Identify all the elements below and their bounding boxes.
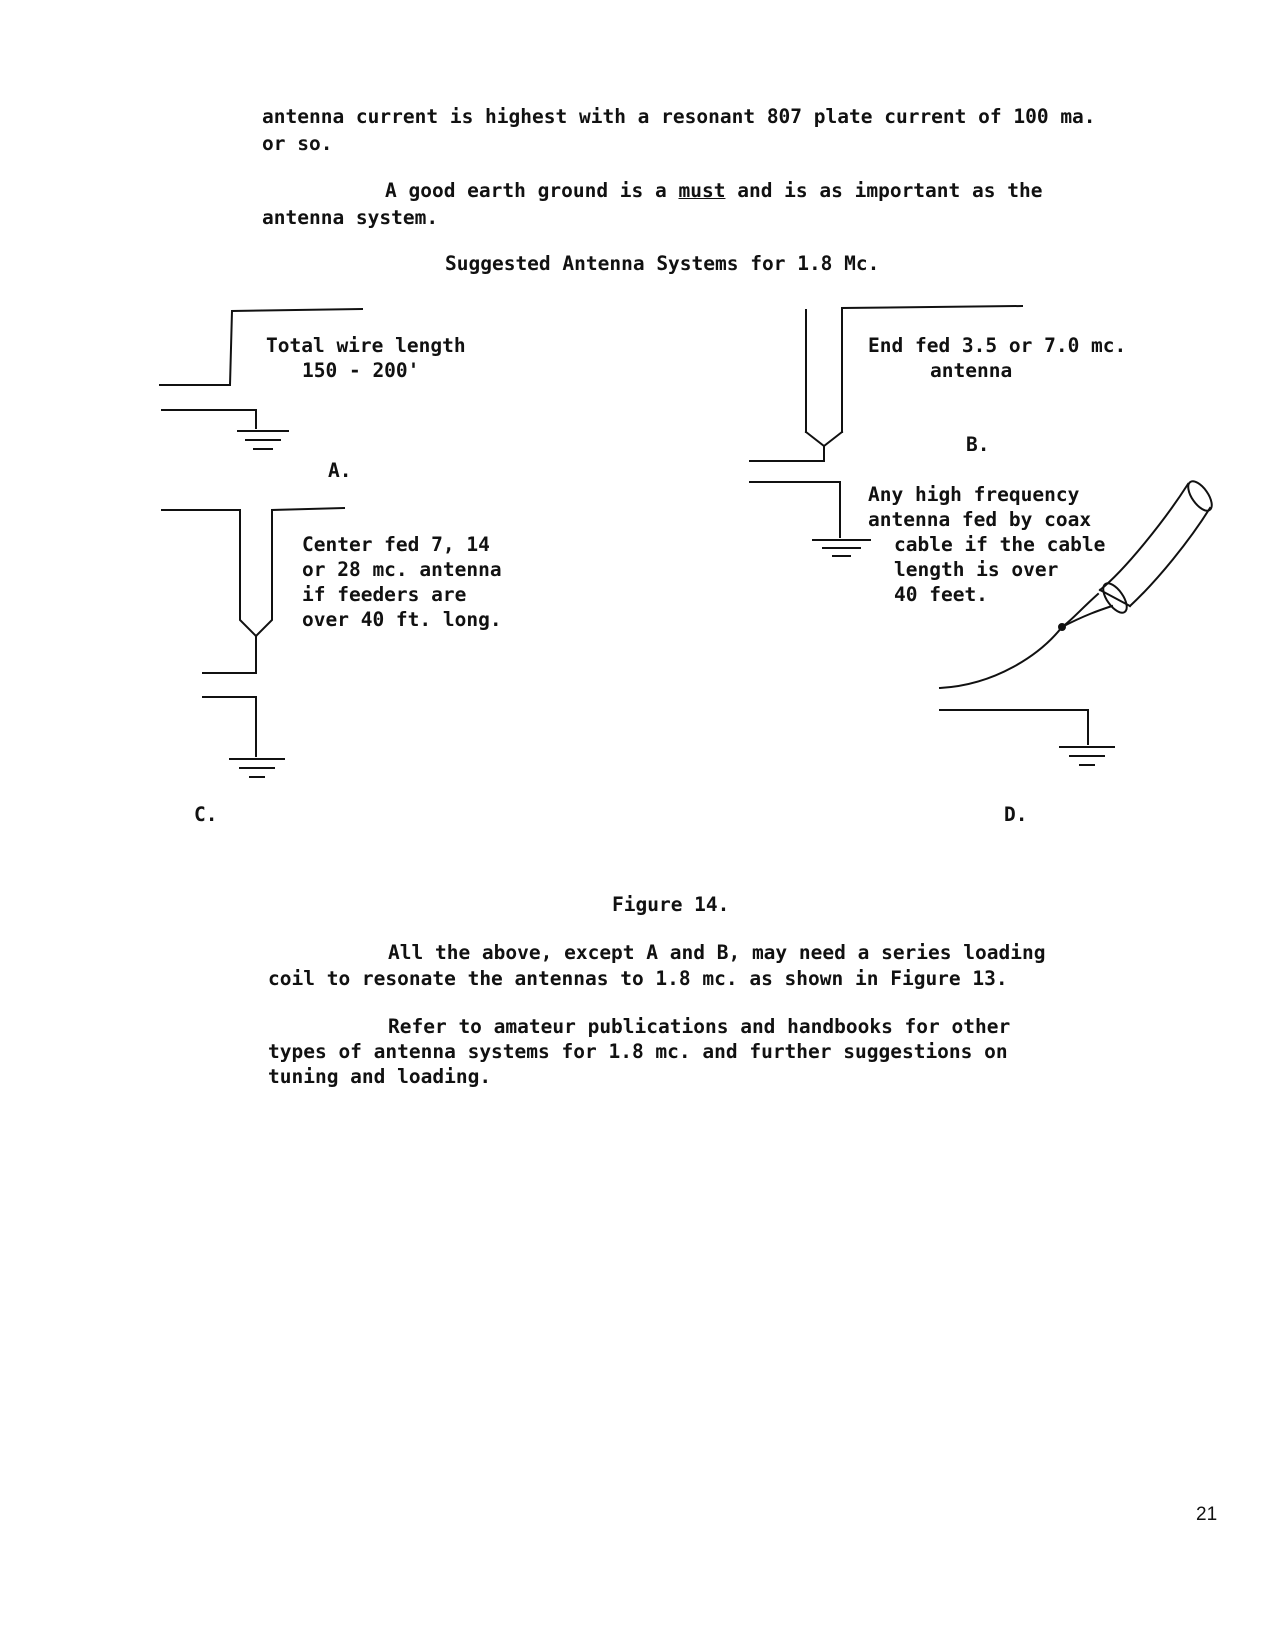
diagram-a-text-2: 150 - 200' [302, 359, 420, 382]
diagram-d-text-1: Any high frequency [868, 483, 1080, 506]
diagram-d-text-2: antenna fed by coax [868, 508, 1092, 531]
note-1-line-1: All the above, except A and B, may need a series loading [388, 941, 1046, 964]
note-2-line-2: types of antenna systems for 1.8 mc. and further suggestions on [268, 1040, 1008, 1063]
ground-emphasis: must [678, 179, 726, 202]
diagram-d-label: D. [1004, 803, 1028, 826]
ground-post: and is as important as the [725, 179, 1043, 202]
diagram-a-label: A. [328, 459, 352, 482]
diagram-a-text-1: Total wire length [266, 334, 466, 357]
note-2-line-3: tuning and loading. [268, 1065, 492, 1088]
ground-line-2: antenna system. [262, 206, 439, 229]
diagram-d-text-4: length is over [894, 558, 1059, 581]
diagram-d-text-3: cable if the cable [894, 533, 1106, 556]
intro-line-2: or so. [262, 132, 333, 155]
note-1-line-2: coil to resonate the antennas to 1.8 mc. as shown in Figure 13. [268, 967, 1008, 990]
diagram-c-text-2: or 28 mc. antenna [302, 558, 502, 581]
figure-caption: Figure 14. [612, 893, 730, 916]
figure-title: Suggested Antenna Systems for 1.8 Mc. [445, 252, 880, 275]
intro-line-1: antenna current is highest with a resonant 807 plate current of 100 ma. [262, 105, 1096, 128]
diagram-b-text-2: antenna [930, 359, 1013, 382]
diagram-c-text-3: if feeders are [302, 583, 467, 606]
diagram-d-text-5: 40 feet. [894, 583, 988, 606]
diagram-b-label: B. [966, 433, 990, 456]
diagram-b-text-1: End fed 3.5 or 7.0 mc. [868, 334, 1127, 357]
diagram-c-label: C. [194, 803, 218, 826]
diagram-c-text-4: over 40 ft. long. [302, 608, 502, 631]
diagram-c-text-1: Center fed 7, 14 [302, 533, 490, 556]
note-2-line-1: Refer to amateur publications and handbooks for other [388, 1015, 1011, 1038]
page-number: 21 [1196, 1504, 1218, 1525]
ground-pre: A good earth ground is a [385, 179, 679, 202]
